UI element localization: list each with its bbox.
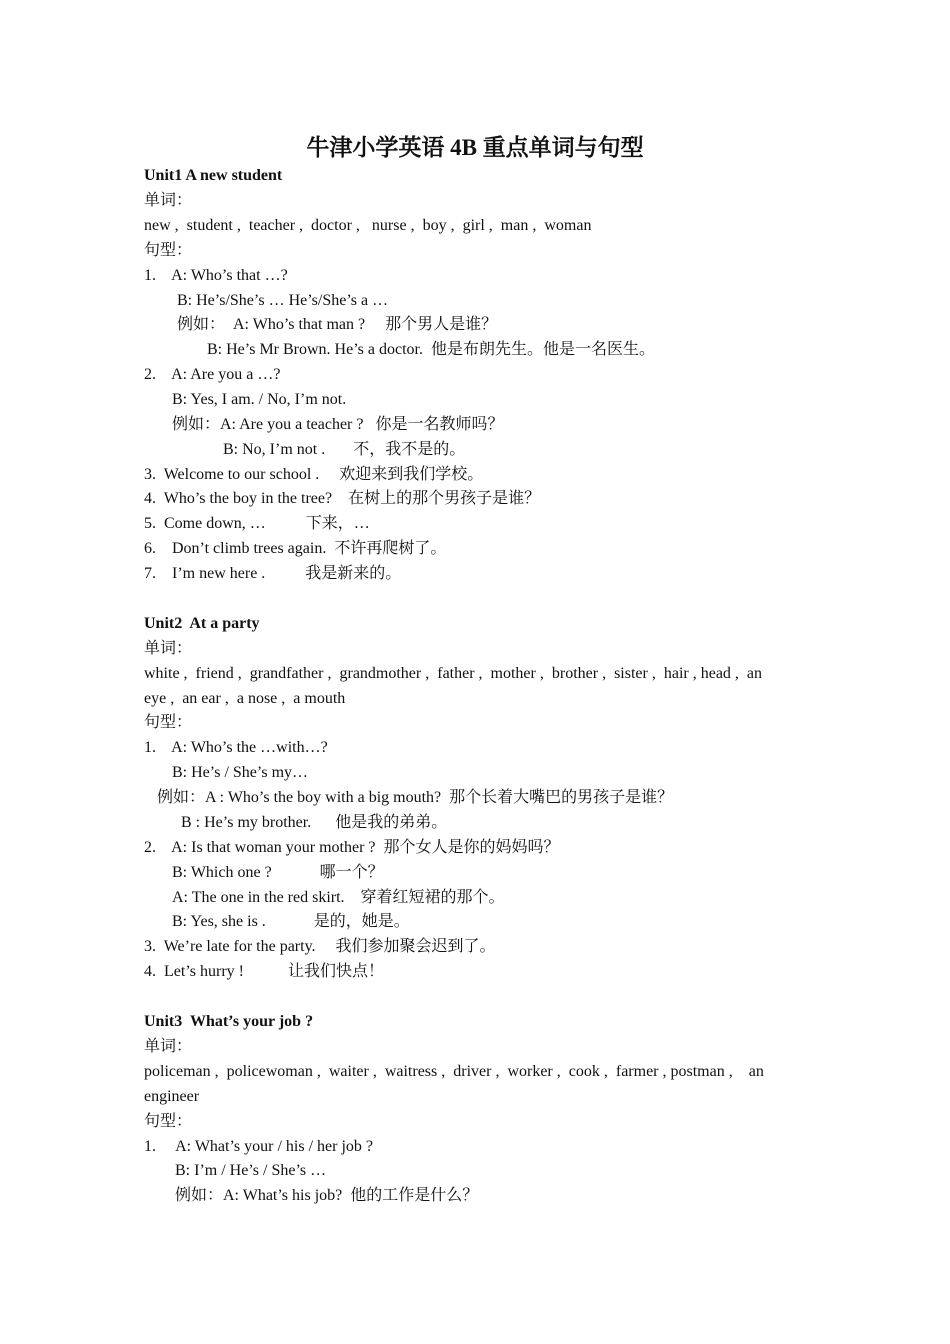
sentence-line: B: I’m / He’s / She’s … xyxy=(175,1162,327,1179)
example-line: B: No, I’m not . 不，我不是的。 xyxy=(223,441,466,458)
unit2-heading: Unit2 At a party xyxy=(144,615,260,632)
word-list: new , student , teacher , doctor , nurse , boy , girl , man , woman xyxy=(144,217,592,234)
sentence-line: 6. Don’t climb trees again. 不许再爬树了。 xyxy=(144,540,447,557)
sentence-line: B: Yes, she is . 是的，她是。 xyxy=(172,913,410,930)
example-line: 例如：A : Who’s the boy with a big mouth? 那个长着大嘴巴的男孩子是谁？ xyxy=(157,789,674,806)
sentence-line: B: Which one ? 哪一个？ xyxy=(172,864,384,881)
example-line: 例如：A: What’s his job? 他的工作是什么？ xyxy=(175,1187,479,1204)
sentence-line: 7. I’m new here . 我是新来的。 xyxy=(144,565,402,582)
sentences-label: 句型： xyxy=(144,714,193,731)
sentence-line: 4. Let’s hurry ! 让我们快点！ xyxy=(144,963,384,980)
sentence-line: B: Yes, I am. / No, I’m not. xyxy=(172,391,347,408)
sentence-line: 4. Who’s the boy in the tree? 在树上的那个男孩子是谁？ xyxy=(144,490,541,507)
sentence-line: 2. A: Is that woman your mother ? 那个女人是你的妈妈吗？ xyxy=(144,839,560,856)
sentence-line: 5. Come down, … 下来，… xyxy=(144,515,370,532)
page-title: 牛津小学英语 4B 重点单词与句型 xyxy=(306,135,644,160)
example-line: B: He’s Mr Brown. He’s a doctor. 他是布朗先生。他是一名医生。 xyxy=(207,341,655,358)
sentence-line: 1. A: What’s your / his / her job ? xyxy=(144,1138,374,1155)
sentence-line: B: He’s / She’s my… xyxy=(172,764,309,781)
example-line: 例如：A: Are you a teacher ? 你是一名教师吗？ xyxy=(172,416,504,433)
word-list: white , friend , grandfather , grandmother , father , mother , brother , sister , hair , head , an xyxy=(144,665,763,682)
sentence-line: 3. We’re late for the party. 我们参加聚会迟到了。 xyxy=(144,938,496,955)
sentence-line: 1. A: Who’s that …? xyxy=(144,267,288,284)
sentence-line: A: The one in the red skirt. 穿着红短裙的那个。 xyxy=(172,889,505,906)
words-label: 单词： xyxy=(144,640,193,657)
unit1-heading: Unit1 A new student xyxy=(144,167,283,184)
words-label: 单词： xyxy=(144,1038,193,1055)
sentence-line: 1. A: Who’s the …with…? xyxy=(144,739,328,756)
sentences-label: 句型： xyxy=(144,1113,193,1130)
sentences-label: 句型： xyxy=(144,242,193,259)
unit3-heading: Unit3 What’s your job ? xyxy=(144,1013,314,1030)
sentence-line: 3. Welcome to our school . 欢迎来到我们学校。 xyxy=(144,466,484,483)
example-line: B : He’s my brother. 他是我的弟弟。 xyxy=(181,814,448,831)
sentence-line: B: He’s/She’s … He’s/She’s a … xyxy=(177,292,389,309)
example-line: 例如： A: Who’s that man ? 那个男人是谁？ xyxy=(177,316,498,333)
word-list: policeman , policewoman , waiter , waitress , driver , worker , cook , farmer , postman , an xyxy=(144,1063,764,1080)
word-list: engineer xyxy=(144,1088,200,1105)
sentence-line: 2. A: Are you a …? xyxy=(144,366,281,383)
word-list: eye , an ear , a nose , a mouth xyxy=(144,690,346,707)
words-label: 单词： xyxy=(144,192,193,209)
